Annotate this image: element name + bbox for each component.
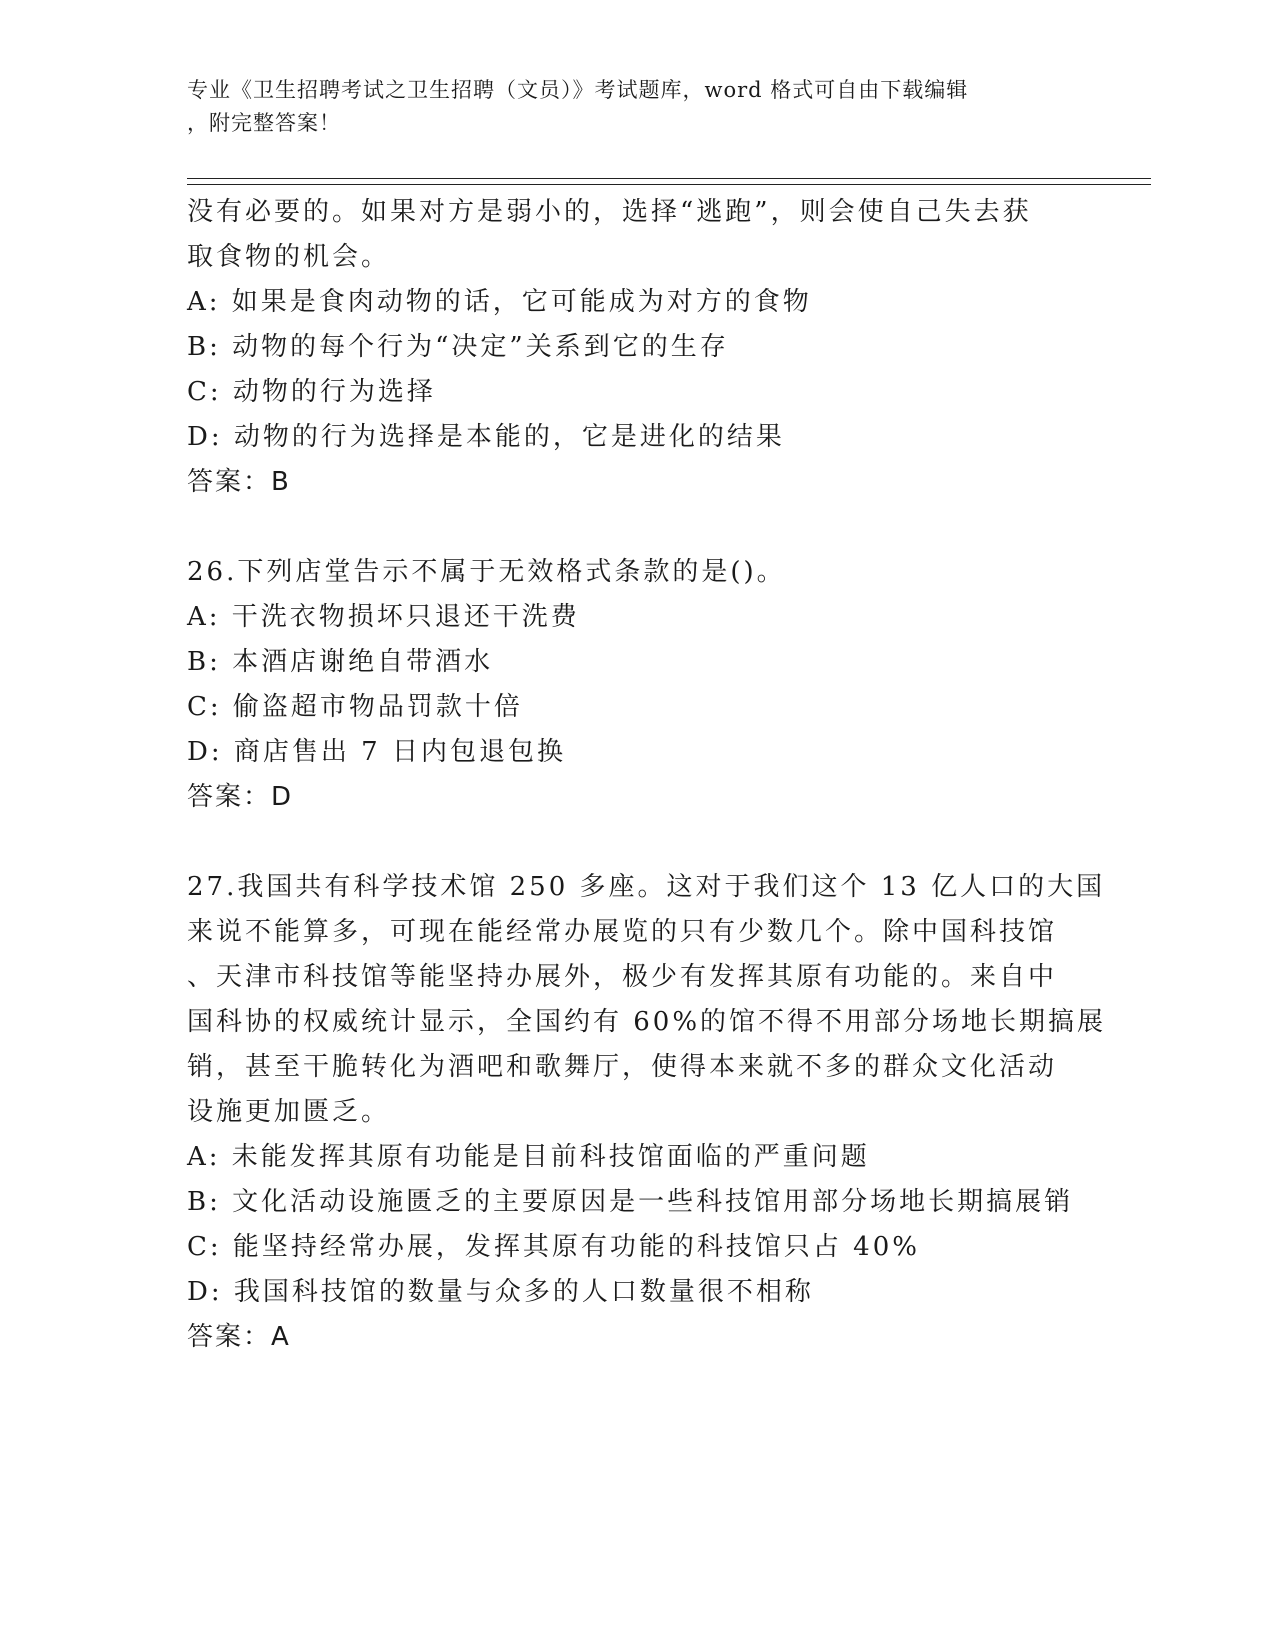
- option-a: A: 未能发挥其原有功能是目前科技馆面临的严重问题: [187, 1142, 870, 1172]
- option-a: A: 干洗衣物损坏只退还干洗费: [187, 602, 580, 632]
- option-b: B: 文化活动设施匮乏的主要原因是一些科技馆用部分场地长期搞展销: [187, 1187, 1074, 1217]
- option-b: B: 动物的每个行为“决定”关系到它的生存: [187, 332, 729, 362]
- question-stem-line: 没有必要的。如果对方是弱小的，选择“逃跑”，则会使自己失去获: [187, 197, 1032, 227]
- option-c: C: 动物的行为选择: [187, 377, 436, 407]
- spacer: [187, 505, 1107, 550]
- question-stem-line: 设施更加匮乏。: [187, 1097, 391, 1127]
- option-c: C: 能坚持经常办展，发挥其原有功能的科技馆只占 40%: [187, 1232, 920, 1262]
- question-stem-line: 销，甚至干脆转化为酒吧和歌舞厅，使得本来就不多的群众文化活动: [187, 1052, 1058, 1082]
- question-26: [187, 550, 1107, 820]
- question-25: [187, 190, 1107, 505]
- question-stem-line: 26.下列店堂告示不属于无效格式条款的是()。: [187, 557, 786, 587]
- question-stem-line: 来说不能算多，可现在能经常办展览的只有少数几个。除中国科技馆: [187, 917, 1058, 947]
- question-27: [187, 865, 1107, 1360]
- question-stem-line: 取食物的机会。: [187, 242, 391, 272]
- option-d: D: 动物的行为选择是本能的，它是进化的结果: [187, 422, 785, 452]
- option-c: C: 偷盗超市物品罚款十倍: [187, 692, 523, 722]
- option-d: D: 商店售出 7 日内包退包换: [187, 737, 566, 767]
- answer-text: 答案：B: [187, 467, 291, 497]
- question-stem-line: 27.我国共有科学技术馆 250 多座。这对于我们这个 13 亿人口的大国: [187, 872, 1106, 902]
- question-stem-line: 国科协的权威统计显示，全国约有 60%的馆不得不用部分场地长期搞展: [187, 1007, 1107, 1037]
- answer-text: 答案：A: [187, 1322, 291, 1352]
- page-header: 专业《卫生招聘考试之卫生招聘（文员）》考试题库，word 格式可自由下载编辑 ，附完整答案！: [187, 78, 969, 135]
- option-a: A: 如果是食肉动物的话，它可能成为对方的食物: [187, 287, 812, 317]
- question-stem-line: 、天津市科技馆等能坚持办展外，极少有发挥其原有功能的。来自中: [187, 962, 1058, 992]
- spacer: [187, 820, 1107, 865]
- header-rule-bottom: [187, 184, 1151, 185]
- option-b: B: 本酒店谢绝自带酒水: [187, 647, 494, 677]
- question-list: [187, 190, 1107, 1360]
- header-rule-top: [187, 178, 1151, 179]
- option-d: D: 我国科技馆的数量与众多的人口数量很不相称: [187, 1277, 814, 1307]
- answer-text: 答案：D: [187, 782, 294, 812]
